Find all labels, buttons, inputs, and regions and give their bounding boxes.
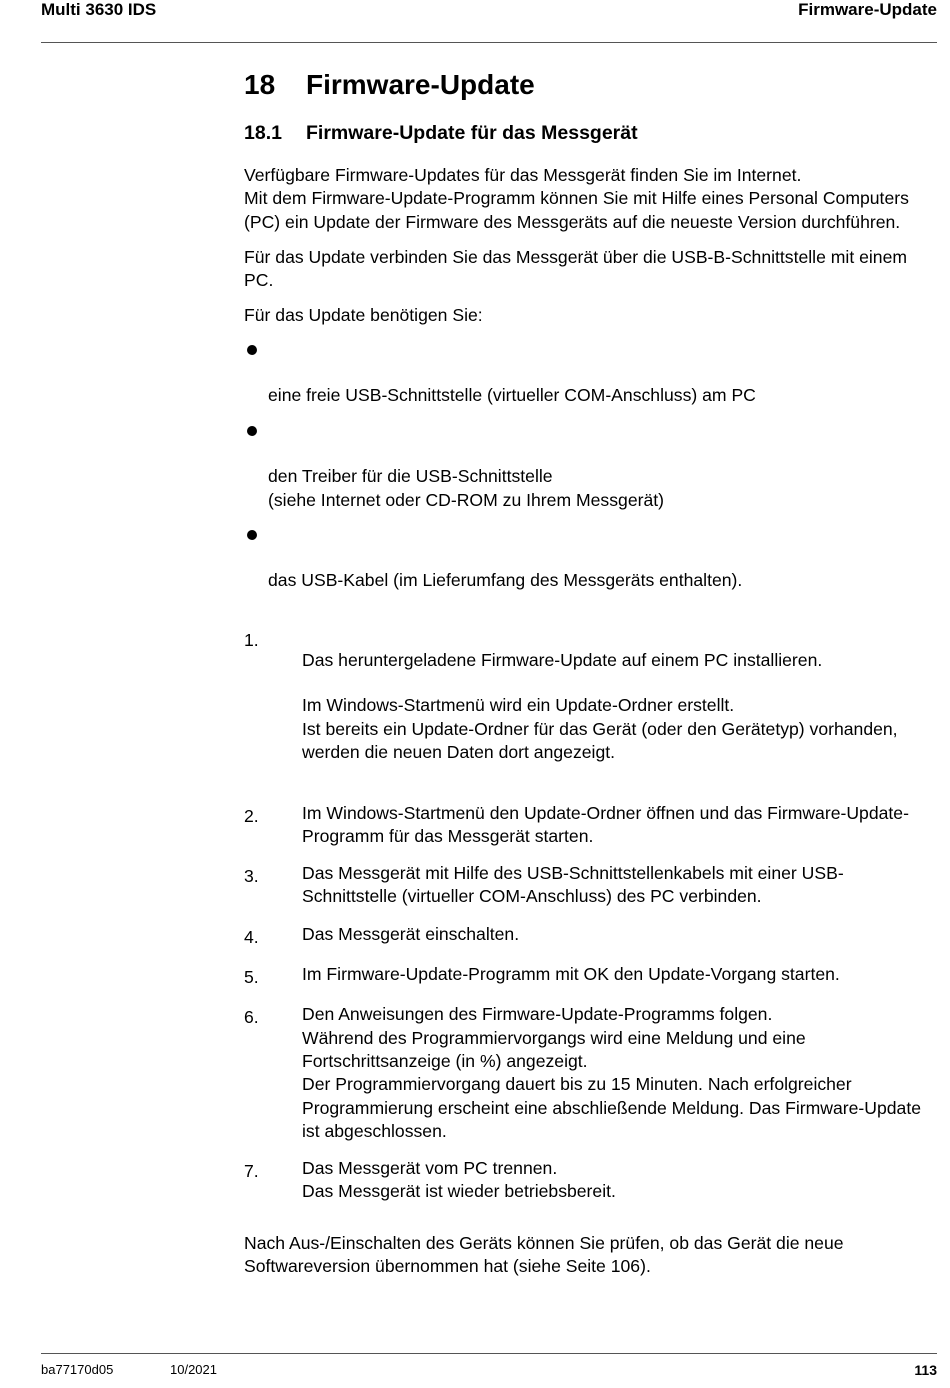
step-number: 4. bbox=[244, 926, 259, 947]
step-text bbox=[302, 626, 924, 788]
intro-paragraph-1: Verfügbare Firmware-Updates für das Messgerät finden Sie im Internet. Mit dem Firmware-Update-Programm können Sie mit Hilfe eines Personal Computers (PC) ein Update der Firmware des Messgeräts auf die neueste Version durchführen. bbox=[244, 165, 909, 232]
intro-paragraph-3: Für das Update benötigen Sie: bbox=[244, 305, 483, 326]
step-number: 1. bbox=[244, 629, 259, 650]
page-content bbox=[244, 68, 924, 1278]
requirement-text: eine freie USB-Schnittstelle (virtueller COM-Anschluss) am PC bbox=[268, 385, 756, 406]
running-header-left: Multi 3630 IDS bbox=[41, 0, 157, 19]
final-note: Nach Aus-/Einschalten des Geräts können Sie prüfen, ob das Gerät die neue Softwareversion übernommen hat (siehe Seite 106). bbox=[244, 1232, 844, 1276]
section-number: 18.1 bbox=[244, 122, 282, 144]
footer-doc-id: ba77170d05 bbox=[41, 1362, 114, 1377]
step-number: 3. bbox=[244, 866, 259, 887]
step-number: 5. bbox=[244, 967, 259, 988]
list-item bbox=[244, 419, 924, 512]
chapter-heading bbox=[244, 68, 924, 102]
bullet-icon bbox=[247, 530, 257, 540]
bullet-icon bbox=[247, 426, 257, 436]
page-number: 113 bbox=[914, 1362, 937, 1378]
footer-divider bbox=[41, 1353, 937, 1354]
step-item bbox=[244, 802, 924, 849]
step-item bbox=[244, 1157, 924, 1204]
step-instruction: Das Messgerät vom PC trennen. Das Messgerät ist wieder betriebsbereit. bbox=[302, 1158, 616, 1202]
step-item bbox=[244, 963, 924, 989]
step-instruction: Den Anweisungen des Firmware-Update-Programms folgen. Während des Programmiervorgangs wird eine Meldung und eine Fortschrittsanzeige (in %) angezeigt. Der Programmiervorgang dauert bis zu 15 Minuten. Nach erfolgreicher Programmierung erscheint eine abschließende Meldung. Das Firmware-Update ist abgeschlossen. bbox=[302, 1004, 922, 1141]
step-number: 6. bbox=[244, 1007, 259, 1028]
running-header-right: Firmware-Update bbox=[798, 0, 937, 19]
requirement-text: das USB-Kabel (im Lieferumfang des Messgeräts enthalten). bbox=[268, 570, 743, 591]
list-item bbox=[244, 523, 924, 593]
step-result: Im Windows-Startmenü wird ein Update-Ordner erstellt. Ist bereits ein Update-Ordner für das Gerät (oder den Gerätetyp) vorhanden, werden die neuen Daten dort angezeigt. bbox=[302, 695, 898, 762]
step-item bbox=[244, 923, 924, 949]
step-instruction: Im Windows-Startmenü den Update-Ordner öffnen und das Firmware-Update-Programm für das Messgerät starten. bbox=[302, 802, 909, 846]
procedure-steps bbox=[244, 626, 924, 1204]
step-instruction: Das heruntergeladene Firmware-Update auf einem PC installieren. bbox=[302, 650, 823, 671]
requirement-text: den Treiber für die USB-Schnittstelle (siehe Internet oder CD-ROM zu Ihrem Messgerät) bbox=[268, 466, 664, 510]
step-number: 2. bbox=[244, 805, 259, 826]
footer-date: 10/2021 bbox=[170, 1362, 217, 1377]
chapter-title: Firmware-Update bbox=[306, 69, 535, 100]
step-instruction: Das Messgerät einschalten. bbox=[302, 923, 520, 944]
step-item bbox=[244, 626, 924, 788]
step-instruction: Im Firmware-Update-Programm mit OK den Update-Vorgang starten. bbox=[302, 964, 840, 985]
step-item bbox=[244, 1003, 924, 1143]
chapter-number: 18 bbox=[244, 69, 276, 100]
list-item bbox=[244, 338, 924, 408]
step-number: 7. bbox=[244, 1161, 259, 1182]
step-instruction: Das Messgerät mit Hilfe des USB-Schnittstellenkabels mit einer USB-Schnittstelle (virtueller COM-Anschluss) des PC verbinden. bbox=[302, 863, 844, 907]
intro-paragraph-2: Für das Update verbinden Sie das Messgerät über die USB-B-Schnittstelle mit einem PC. bbox=[244, 246, 908, 291]
requirements-list bbox=[244, 338, 924, 593]
bullet-icon bbox=[247, 345, 257, 355]
header-divider bbox=[41, 42, 937, 43]
step-item bbox=[244, 862, 924, 909]
section-title: Firmware-Update für das Messgerät bbox=[306, 122, 638, 144]
section-heading bbox=[244, 121, 924, 145]
